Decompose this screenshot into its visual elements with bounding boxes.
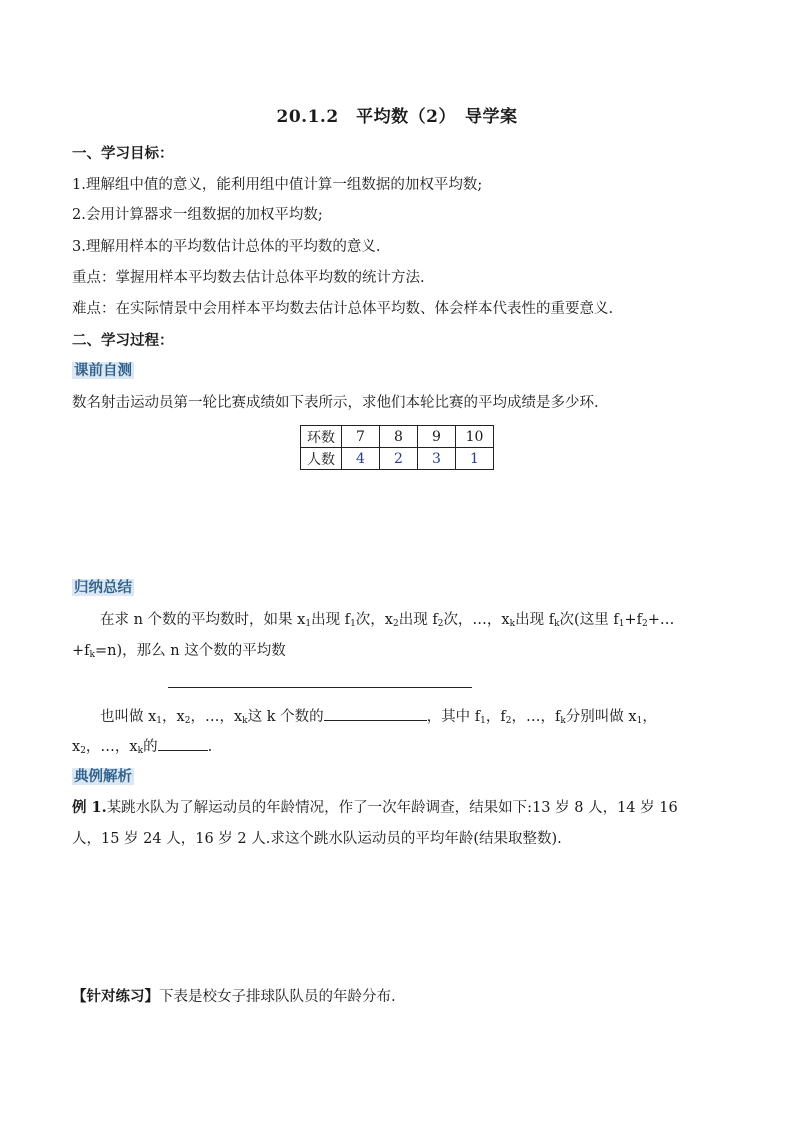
- table-row: [301, 426, 494, 448]
- practice-label: 【针对练习】: [72, 988, 159, 1005]
- table-cell: 3: [418, 448, 456, 470]
- summary-paragraph-line-3: 也叫做 $x_1$，$x_2$，…，$x_k$这 k 个数的 ，其中 $f_1$，$f_2$，…，$f_k$分别叫做 $x_1$，: [100, 706, 657, 727]
- practice-line: [72, 987, 396, 1007]
- section-heading-objectives: 一、学习目标：: [72, 145, 174, 162]
- example-tag-label: 典例解析: [74, 768, 132, 785]
- formula-blank-line: [168, 687, 472, 688]
- example-1-text: 某跳水队为了解运动员的年龄情况，作了一次年龄调查，结果如下:13 岁 8 人，14 岁 16: [106, 800, 678, 816]
- pre-test-question: 数名射击运动员第一轮比赛成绩如下表所示，求他们本轮比赛的平均成绩是多少环.: [72, 395, 599, 411]
- summary-tag-label: 归纳总结: [74, 579, 132, 596]
- example-label: 例 1.: [72, 799, 107, 816]
- table-row-label: 人数: [301, 448, 342, 470]
- table-cell: 4: [342, 448, 380, 470]
- table-cell: 2: [380, 448, 418, 470]
- fill-blank-2[interactable]: [158, 736, 208, 751]
- summary-tag: [72, 578, 134, 598]
- table-cell: 10: [456, 426, 494, 448]
- summary-paragraph-line-4: $x_2$，…，$x_k$的 .: [72, 736, 212, 757]
- table-row: [301, 448, 494, 470]
- example-1-line-1: [72, 798, 678, 818]
- section-heading-process: 二、学习过程：: [72, 332, 174, 349]
- pre-test-tag-label: 课前自测: [74, 362, 132, 379]
- table-cell: 1: [456, 448, 494, 470]
- example-1-line-2: 人，15 岁 24 人，16 岁 2 人.求这个跳水队运动员的平均年龄(结果取整数).: [72, 831, 562, 847]
- example-tag: [72, 767, 134, 787]
- table-cell: 9: [418, 426, 456, 448]
- score-table: [300, 425, 494, 470]
- table-row-label: 环数: [301, 426, 342, 448]
- fill-blank-1[interactable]: [324, 706, 427, 721]
- key-point: 重点：掌握用样本平均数去估计总体平均数的统计方法.: [72, 270, 425, 286]
- summary-paragraph-line-1: 在求 n 个数的平均数时，如果 $x_1$出现 $f_1$次，$x_2$出现 $f_2$次，…，$x_k$出现 $f_k$次(这里 $f_1+f_2+\dots$: [100, 612, 675, 629]
- objective-item-2: 2.会用计算器求一组数据的加权平均数;: [72, 207, 323, 223]
- table-cell: 7: [342, 426, 380, 448]
- table-cell: 8: [380, 426, 418, 448]
- practice-text: 下表是校女子排球队队员的年龄分布.: [159, 989, 396, 1005]
- objective-item-3: 3.理解用样本的平均数估计总体的平均数的意义.: [72, 239, 381, 255]
- difficulty: 难点：在实际情景中会用样本平均数去估计总体平均数、体会样本代表性的重要意义.: [72, 301, 614, 317]
- objective-item-1: 1.理解组中值的意义，能利用组中值计算一组数据的加权平均数;: [72, 177, 483, 193]
- pre-test-tag: [72, 361, 134, 381]
- summary-paragraph-line-2: $+f_k=n$)，那么 n 这个数的平均数: [72, 643, 286, 660]
- page-title: 20.1.2 平均数（2） 导学案: [276, 107, 518, 127]
